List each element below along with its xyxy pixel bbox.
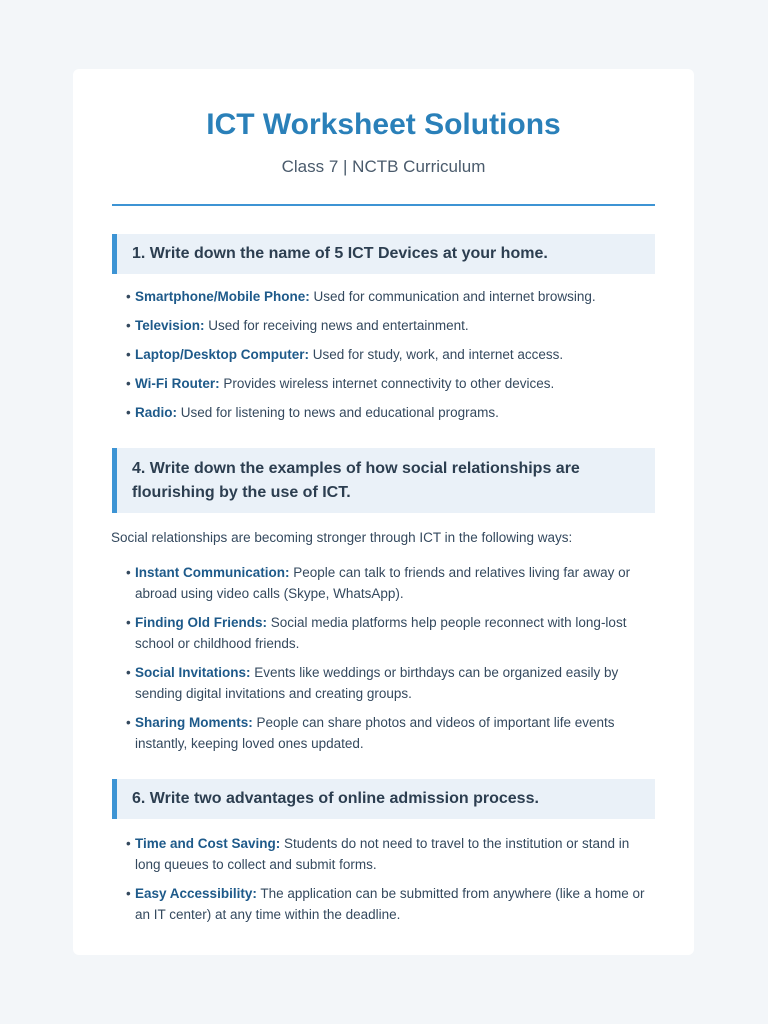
question-6-heading-text: 6. Write two advantages of online admission process. xyxy=(132,790,539,807)
item-text: People can talk to friends and relatives living far away or abroad using video calls (Skype, WhatsApp). xyxy=(135,565,631,601)
page-title: ICT Worksheet Solutions xyxy=(206,108,561,141)
list-item xyxy=(126,402,655,423)
worksheet-card xyxy=(73,69,694,955)
item-text: Used for communication and internet browsing. xyxy=(309,289,596,304)
item-text: Used for study, work, and internet access. xyxy=(309,347,564,362)
list-item xyxy=(126,562,655,604)
item-text: Students do not need to travel to the institution or stand in long queues to collect and submit forms. xyxy=(135,836,630,872)
list-item xyxy=(126,344,655,365)
question-6-answer-list xyxy=(112,833,655,925)
header-divider xyxy=(112,204,655,206)
item-term: Finding Old Friends: xyxy=(135,615,267,630)
item-term: Social Invitations: xyxy=(135,665,251,680)
item-text: Events like weddings or birthdays can be organized easily by sending digital invitations and creating groups. xyxy=(135,665,619,701)
question-4-intro: Social relationships are becoming stronger through ICT in the following ways: xyxy=(111,530,573,545)
item-term: Time and Cost Saving: xyxy=(135,836,281,851)
list-item xyxy=(126,315,655,336)
item-term: Television: xyxy=(135,318,205,333)
item-text: Social media platforms help people reconnect with long-lost school or childhood friends. xyxy=(135,615,627,651)
page-subtitle: Class 7 | NCTB Curriculum xyxy=(281,157,486,176)
item-term: Wi-Fi Router: xyxy=(135,376,220,391)
item-term: Instant Communication: xyxy=(135,565,290,580)
item-text: People can share photos and videos of important life events instantly, keeping loved ones updated. xyxy=(135,715,615,751)
list-item xyxy=(126,612,655,654)
item-term: Sharing Moments: xyxy=(135,715,253,730)
question-1-answer-list xyxy=(112,286,655,423)
question-4-answer-list xyxy=(112,562,655,754)
list-item xyxy=(126,373,655,394)
question-1-heading-text: 1. Write down the name of 5 ICT Devices at your home. xyxy=(132,245,548,262)
item-term: Smartphone/Mobile Phone: xyxy=(135,289,310,304)
item-text: Used for listening to news and educational programs. xyxy=(177,405,499,420)
item-term: Laptop/Desktop Computer: xyxy=(135,347,309,362)
item-term: Radio: xyxy=(135,405,177,420)
list-item xyxy=(126,286,655,307)
list-item xyxy=(126,883,655,925)
list-item xyxy=(126,833,655,875)
question-1-heading xyxy=(112,234,655,274)
item-term: Easy Accessibility: xyxy=(135,886,257,901)
item-text: Used for receiving news and entertainment. xyxy=(204,318,469,333)
item-text: Provides wireless internet connectivity to other devices. xyxy=(219,376,555,391)
question-4-heading xyxy=(112,448,655,513)
list-item xyxy=(126,662,655,704)
list-item xyxy=(126,712,655,754)
question-6-heading xyxy=(112,779,655,819)
question-4-heading-text: 4. Write down the examples of how social relationships are flourishing by the use of ICT. xyxy=(132,459,580,501)
item-text: The application can be submitted from anywhere (like a home or an IT center) at any time within the deadline. xyxy=(135,886,645,922)
